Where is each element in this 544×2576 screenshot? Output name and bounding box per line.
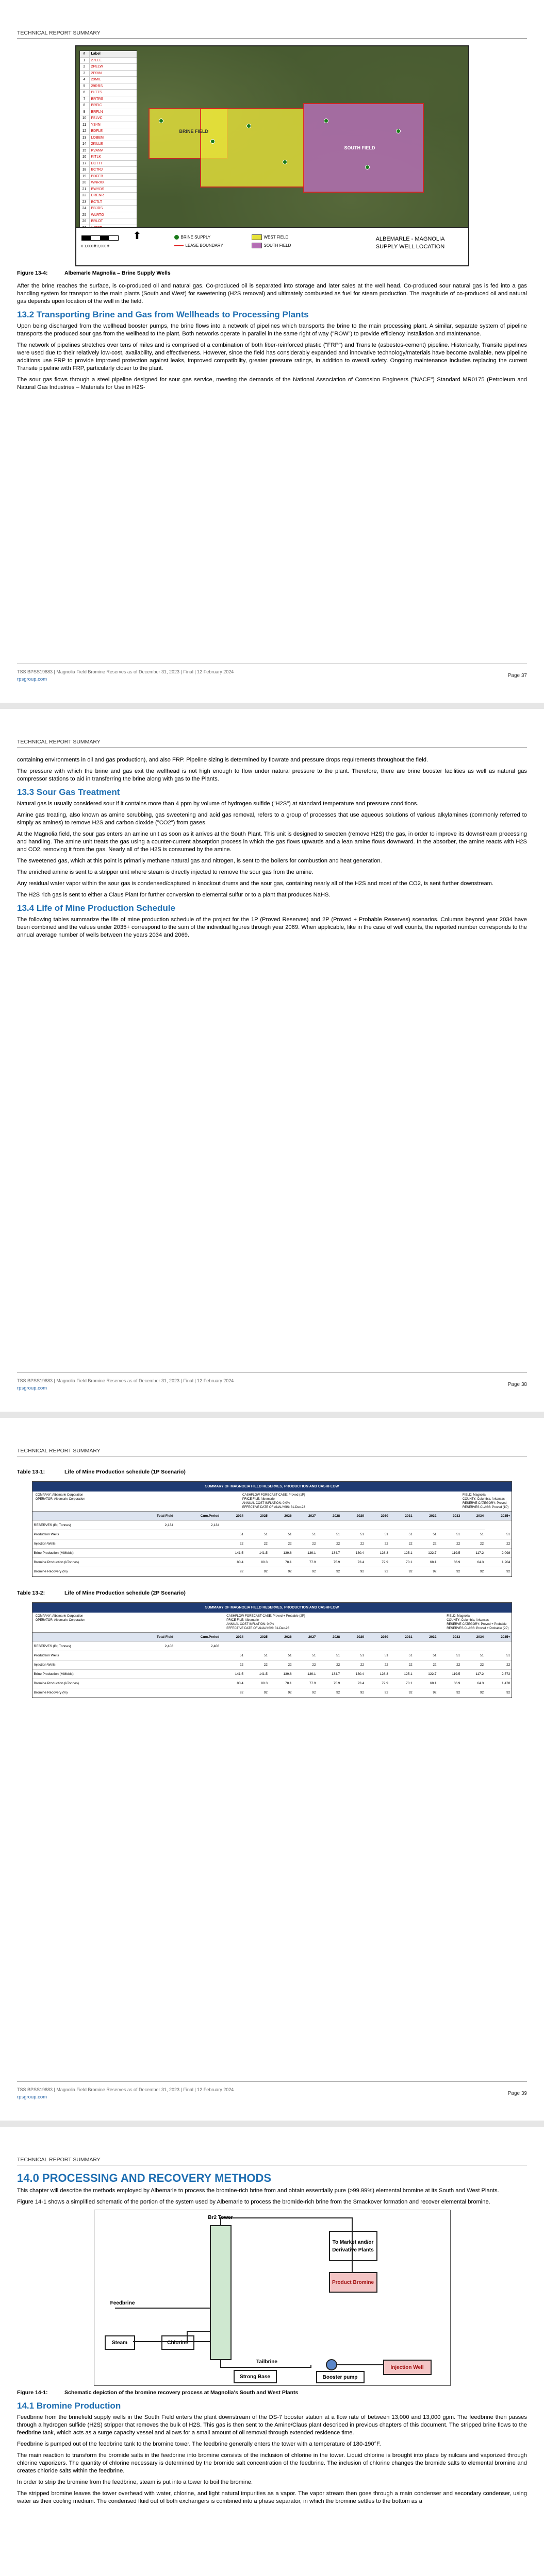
legend-west-field: WEST FIELD	[252, 233, 329, 242]
footer-report-line: TSS BPSS19883 | Magnolia Field Bromine Reserves as of December 31, 2023 | Final | 12 February 2024	[17, 1372, 527, 1383]
br2-tower-label: Br2 Tower	[208, 2214, 233, 2221]
legend-row-num: 19	[80, 174, 90, 180]
legend-row-num: 22	[80, 193, 90, 199]
legend-row-num: 23	[80, 199, 90, 206]
table-row: Brine Production (MMbbls) 141.5 141.5 139.6 136.1 134.7 130.4 128.3 125.1 122.7 119.5 117.2 2,572	[32, 1670, 512, 1679]
legend-row	[80, 206, 137, 212]
paragraph: The main reaction to transform the bromide salts in the feedbrine into bromine consists of the inclusion of chlorine in the tower. Liquid chlorine is brought into place by railcars and vaporized through chlorine vaporizers. The quantity of chlorine necessary is determined by the bromide salt concentration of the feedbrine. The inclusion of chlorine changes the bromide salts to elemental bromine and creates chloride salts within the feedbrine.	[17, 2452, 527, 2474]
paragraph: The stripped bromine leaves the tower overhead with water, chlorine, and light natural impurities as a vapor. The vapor stream then goes through a main condenser and secondary condenser, using water as their cooling medium. The condensed fluid out of both exchangers is combined into a phase separator, in which the bromine settles to the bottom as a	[17, 2490, 527, 2504]
legend-row-label: DRENR	[91, 194, 104, 197]
well-legend-table	[79, 50, 137, 239]
legend-row-label: KITLK	[91, 155, 101, 159]
table-caption: Table 13-1: Life of Mine Production schedule (1P Scenario)	[17, 1469, 186, 1475]
page-number: Page 38	[507, 1382, 527, 1387]
legend-row-num: 3	[80, 71, 90, 77]
injection-well-box: Injection Well	[383, 2360, 432, 2375]
legend-row-label: 2PRIN	[91, 71, 102, 75]
footer-link[interactable]: rpsgroup.com	[17, 1385, 47, 1391]
table-header-row: Total Field Cum.Period 2024 2025 2026 2027 2028 2029 2030 2031 2032 2033 2034 2035+	[32, 1633, 512, 1642]
legend-row-label: BRFIC	[91, 104, 102, 107]
boundary-line-icon	[174, 245, 184, 246]
legend-row-num: 13	[80, 135, 90, 141]
page-number: Page 37	[507, 673, 527, 679]
steam-box: Steam	[105, 2335, 135, 2350]
page-footer	[17, 2081, 527, 2100]
legend-row-num: 11	[80, 122, 90, 128]
legend-row-num: 2	[80, 64, 90, 70]
booster-pump-label: Booster pump	[316, 2371, 365, 2383]
legend-row	[80, 115, 137, 122]
page-40	[0, 2127, 544, 2576]
legend-head-num: #	[80, 51, 90, 57]
paragraph: containing environments in oil and gas production), and also FRP. Pipeline sizing is determined by flowrate and pressure drops requirements throughout the field.	[17, 757, 428, 763]
feedbrine-label: Feedbrine	[110, 2300, 135, 2306]
legend-row-label: BCTRJ	[91, 168, 103, 172]
legend-row	[80, 218, 137, 225]
legend-head-label: Label	[91, 52, 101, 56]
legend-row-label: BRTRS	[91, 97, 104, 101]
legend-row	[80, 212, 137, 219]
section-heading-13-4: 13.4 Life of Mine Production Schedule	[17, 903, 175, 913]
legend-row-num: 25	[80, 212, 90, 218]
legend-row-num: 7	[80, 96, 90, 103]
table-row: Bromine Production (kTonnes) 80.4 80.3 78.1 77.9 75.9 73.4 72.9 70.1 68.1 66.9 64.3 1,204	[32, 1558, 512, 1567]
production-table	[32, 1481, 513, 1577]
header-title: TECHNICAL REPORT SUMMARY	[17, 2157, 101, 2163]
footer-report-line: TSS BPSS19883 | Magnolia Field Bromine Reserves as of December 31, 2023 | Final | 12 February 2024	[17, 2081, 527, 2092]
legend-row-label: WNRXX	[91, 181, 105, 184]
legend-row	[80, 187, 137, 193]
scale-bar	[81, 235, 119, 241]
paragraph: Upon being discharged from the wellhead booster pumps, the brine flows into a network of pipelines which transports the brine to the main processing plant. A similar, separate system of pipeline transports the produced sour gas from the wellhead to the plant. Both networks operate in parallel in the same right of way ("ROW") to provide efficiency installation and maintenance.	[17, 323, 527, 337]
page-38	[0, 709, 544, 1412]
table-row: Injection Wells 22 22 22 22 22 22 22 22 22 22 22 22	[32, 1539, 512, 1549]
well-marker	[365, 165, 370, 170]
legend-row	[80, 90, 137, 96]
header-rule	[17, 38, 527, 39]
legend-row-label: ECTTT	[91, 161, 103, 165]
legend-header-row	[80, 51, 137, 58]
well-marker	[283, 160, 287, 164]
legend-row-label: 2KILLE	[91, 142, 103, 146]
legend-row-label: BCTLT	[91, 200, 103, 204]
map-title-block: ALBEMARLE - MAGNOLIA SUPPLY WELL LOCATION	[375, 236, 445, 250]
legend-row	[80, 83, 137, 90]
legend-row-label: 29RRS	[91, 84, 103, 88]
legend-row-label: KVANV	[91, 148, 103, 152]
legend-row-num: 1	[80, 58, 90, 64]
production-table	[32, 1602, 513, 1698]
legend-row-label: BDFEB	[91, 174, 103, 178]
header-title: TECHNICAL REPORT SUMMARY	[17, 739, 101, 745]
page-footer	[17, 1372, 527, 1391]
south-swatch-icon	[252, 243, 262, 248]
legend-row-num: 9	[80, 109, 90, 115]
section-heading-13-2: 13.2 Transporting Brine and Gas from Wellheads to Processing Plants	[17, 310, 309, 319]
legend-row-label: 27LEE	[91, 58, 102, 62]
legend-row-label: LOBEM	[91, 135, 104, 140]
legend-row-label: YS4N	[91, 123, 101, 127]
table-row: RESERVES (Br, Tonnes) 2,408 2,408	[32, 1642, 512, 1651]
table-row: Production Wells 51 51 51 51 51 51 51 51 51 51 51 51	[32, 1530, 512, 1539]
table-title: SUMMARY OF MAGNOLIA FIELD RESERVES, PRODUCTION AND CASHFLOW	[32, 1603, 512, 1613]
page-number: Page 39	[507, 2091, 527, 2096]
well-dot-icon	[174, 235, 179, 240]
section-heading-14-1: 14.1 Bromine Production	[17, 2401, 121, 2411]
legend-row-label: BRLOT	[91, 219, 103, 223]
legend-row	[80, 64, 137, 71]
table-header-row: Total Field Cum.Period 2024 2025 2026 2027 2028 2029 2030 2031 2032 2033 2034 2035+	[32, 1512, 512, 1521]
paragraph: Feedbrine is pumped out of the feedbrine tank to the bromine tower. The feedbrine generally enters the tower with a temperature of 180-190°F.	[17, 2441, 381, 2447]
legend-row-num: 16	[80, 154, 90, 160]
paragraph: This chapter will describe the methods employed by Albemarle to process the bromine-rich brine from and obtain essentially pure (>99.99%) elemental bromine at its South and West Plants.	[17, 2188, 499, 2194]
paragraph: Natural gas is usually considered sour if it contains more than 4 ppm by volume of hydrogen sulfide ("H2S") at standard temperature and pressure conditions.	[17, 801, 419, 807]
paragraph: The H2S rich gas is sent to either a Claus Plant for further conversion to elemental sulfur or to a plant that produces NaHS.	[17, 892, 331, 898]
legend-row-label: 29MIL	[91, 78, 101, 81]
market-box: To Market and/or Derivative Plants	[329, 2231, 377, 2261]
page-footer	[17, 664, 527, 682]
legend-row	[80, 141, 137, 148]
legend-row	[80, 167, 137, 174]
well-marker	[159, 118, 163, 123]
product-bromine-box: Product Bromine	[329, 2272, 377, 2293]
page-39	[0, 1418, 544, 2121]
table-row: RESERVES (Br, Tonnes) 2,134 2,134	[32, 1521, 512, 1530]
legend-row-num: 17	[80, 161, 90, 167]
brine-field-label: BRINE FIELD	[179, 129, 209, 134]
legend-brine-supply: BRINE SUPPLY	[174, 233, 252, 242]
west-swatch-icon	[252, 234, 262, 240]
legend-lease-boundary: LEASE BOUNDARY	[174, 242, 252, 250]
header-rule	[17, 747, 527, 748]
legend-row	[80, 199, 137, 206]
table-meta: COMPANY: Albemarle Corporation OPERATOR: Albemarle Corporation CASHFLOW FORECAST CASE: Proved (1P) PRICE FILE: Albemarle ANNUAL COST INFLATION: 0.0% EFFECTIVE DATE OF ANALYSIS: 31-Dec-23 FIELD: Magnolia COUNTY: Columbia, Arkansas RESERVE CATEGORY: Proved RESERVES CLASS: Proved (1P)	[32, 1492, 512, 1512]
legend-row	[80, 180, 137, 187]
paragraph: Any residual water vapor within the sour gas is condensed/captured in knockout drums and the sour gas, containing nearly all of the H2S and most of the CO2, is sent further downstream.	[17, 880, 494, 887]
footer-report-line: TSS BPSS19883 | Magnolia Field Bromine Reserves as of December 31, 2023 | Final | 12 February 2024	[17, 664, 527, 674]
legend-row-label: FSLVC	[91, 116, 103, 120]
table-row: Injection Wells 22 22 22 22 22 22 22 22 22 22 22 22	[32, 1660, 512, 1670]
tower-vessel	[210, 2226, 231, 2360]
legend-row-label: BRFLN	[91, 110, 103, 114]
legend-row-num: 24	[80, 206, 90, 212]
legend-row-num: 21	[80, 187, 90, 193]
paragraph: After the brine reaches the surface, is co-produced oil and natural gas. Co-produced oil is separated into storage and later sales at the well head. Co-produced sour natural gas is fed into a gas handling system for transport to the main plants (South and West) for sweetening (H2S removal) and ultimately combusted as fuel for steam production. The magnitude of co-produced oil and natural gas depends upon location of the well in the field.	[17, 283, 527, 304]
paragraph: The sweetened gas, which at this point is primarily methane natural gas and nitrogen, is sent to the boilers for combustion and heat generation.	[17, 858, 382, 864]
table-meta: COMPANY: Albemarle Corporation OPERATOR: Albemarle Corporation CASHFLOW FORECAST CASE: Proved + Probable (2P) PRICE FILE: Albemarle ANNUAL COST INFLATION: 0.0% EFFECTIVE DATE OF ANALYSIS: 31-Dec-23 FIELD: Magnolia COUNTY: Columbia, Arkansas RESERVE CATEGORY: Proved + Probable RESERVES CLASS: Proved + Probable (2P)	[32, 1613, 512, 1633]
paragraph: Feedbrine from the brinefield supply wells in the South Field enters the plant downstream of the DS-7 booster station at a flow rate of between 13,000 and 13,000 gpm. The feedbrine then passes through a hydrogen sulfide (H2S) stripper that removes the bulk of H2S. This gas is then sent to the Amine/Claus plant described in previous chapters of this document. The stripped brine flows to the feedbrine tank, which acts as a surge capacity vessel and allows for a small amount of oil removal through extended residence time.	[17, 2414, 527, 2436]
table-row: Brine Production (MMbbls) 141.5 141.5 139.6 136.1 134.7 130.4 128.3 125.1 122.7 119.5 117.2 2,098	[32, 1549, 512, 1558]
table-row: Bromine Recovery (%) 92 92 92 92 92 92 92 92 92 92 92 92	[32, 1688, 512, 1698]
tables-container	[17, 1465, 527, 1710]
scale-label: 0 1,000 ft 2,000 ft	[81, 245, 109, 248]
paragraph: In order to strip the bromine from the feedbrine, steam is put into a tower to boil the bromine.	[17, 2479, 253, 2485]
legend-row-num: 15	[80, 148, 90, 154]
legend-row-num: 18	[80, 167, 90, 173]
paragraph: The enriched amine is sent to a stripper unit where steam is directly injected to remove the sour gas from the amine.	[17, 869, 314, 875]
well-marker	[210, 139, 215, 144]
booster-pump-icon	[326, 2360, 337, 2370]
legend-row-label: 2PELW	[91, 65, 103, 69]
header-title: TECHNICAL REPORT SUMMARY	[17, 1448, 101, 1454]
figure-caption: Figure 13-4: Albemarle Magnolia – Brine Supply Wells	[17, 270, 171, 276]
table-title: SUMMARY OF MAGNOLIA FIELD RESERVES, PRODUCTION AND CASHFLOW	[32, 1482, 512, 1492]
brine-field-area-ext	[200, 108, 305, 188]
north-arrow-icon: ⬆	[133, 230, 142, 242]
legend-row-num: 10	[80, 115, 90, 122]
figure-caption: Figure 14-1: Schematic depiction of the bromine recovery process at Magnolia's South and West Plants	[17, 2389, 299, 2396]
legend-row	[80, 148, 137, 155]
paragraph: The following tables summarize the life of mine production schedule of the project for the 1P (Proved Reserves) and 2P (Proved + Probable Reserves) scenarios. Columns beyond year 2034 have been combined and the values under 2035+ correspond to the sum of the individual figures through year 2069. When applicable, like in the case of well counts, the reported number corresponds to the annual average number of wells between the years 2034 and 2069.	[17, 917, 527, 938]
legend-row	[80, 103, 137, 109]
legend-row-label: BWYDS	[91, 187, 105, 191]
map-legend-bar	[76, 227, 468, 265]
process-schematic	[94, 2210, 451, 2386]
legend-south-field: SOUTH FIELD	[252, 242, 329, 250]
footer-link[interactable]: rpsgroup.com	[17, 676, 47, 682]
legend-row	[80, 193, 137, 199]
footer-link[interactable]: rpsgroup.com	[17, 2094, 47, 2100]
paragraph: The pressure with which the brine and gas exit the wellhead is not high enough to flow under natural pressure to the plant. Therefore, there are brine booster facilities as well as natural gas compressor stations to aid in transferring the brine along with gas to the Plants.	[17, 768, 527, 782]
legend-row	[80, 128, 137, 135]
paragraph: The sour gas flows through a steel pipeline designed for sour gas service, meeting the demands of the National Association of Corrosion Engineers ("NACE") Standard MR0175 (Petroleum and Natural Gas Industries – Materials for Use in H2S-	[17, 377, 527, 391]
legend-items	[174, 233, 334, 250]
paragraph: Figure 14-1 shows a simplified schematic of the portion of the system used by Albemarle to process the bromide-rich brine from the Smackover formation and recover elemental bromine.	[17, 2199, 490, 2205]
legend-row	[80, 96, 137, 103]
legend-row-num: 8	[80, 103, 90, 109]
legend-row-num: 6	[80, 90, 90, 96]
legend-row-num: 14	[80, 141, 90, 147]
supply-well-map	[75, 45, 469, 266]
strong-base-box: Strong Base	[234, 2370, 277, 2383]
legend-row	[80, 122, 137, 129]
legend-row	[80, 58, 137, 64]
well-marker	[246, 124, 251, 128]
table-row: Production Wells 51 51 51 51 51 51 51 51 51 51 51 51	[32, 1651, 512, 1660]
paragraph: Amine gas treating, also known as amine scrubbing, gas sweetening and acid gas removal, refers to a group of processes that use aqueous solutions of various alkylamines (commonly referred to simply as amines) to remove H2S and carbon dioxide ("CO2") from gases.	[17, 812, 527, 826]
legend-row	[80, 174, 137, 180]
legend-row-label: WLRTO	[91, 213, 104, 217]
legend-row-num: 4	[80, 77, 90, 83]
well-marker	[396, 129, 401, 133]
legend-row	[80, 154, 137, 161]
legend-row	[80, 77, 137, 83]
legend-row-num: 26	[80, 218, 90, 225]
legend-row-label: BDFLE	[91, 129, 103, 133]
paragraph: At the Magnolia field, the sour gas enters an amine unit as soon as it arrives at the South Plant. This unit is designed to sweeten (remove H2S) the gas, in order to improve its downstream processing and handling. The amine unit treats the gas using a counter-current absorption process in which the gas flows upwards and a lean amine flows downward. In the absorber, the amine reacts with H2S and CO2, removing it from the gas. Nearly all of the H2S is consumed by the amine.	[17, 831, 527, 853]
legend-row	[80, 135, 137, 142]
chlorine-box: Chlorine	[161, 2335, 194, 2350]
legend-row	[80, 109, 137, 116]
page-37	[0, 0, 544, 703]
paragraph: The network of pipelines stretches over tens of miles and is comprised of a combination of both fiber-reinforced plastic ("FRP") and Transite (asbestos-cement) pipeline. Historically, Transite pipelines were used due to their relatively low-cost, availability, and effectiveness. However, since the field has considerably expanded and innovative technology/materials have become available, new pipeline additions use FRP to provide improved protection against leaks, improved compatibility, greater pressure ratings, in addition to overall safety. Ongoing maintenance includes replacing the current Transite pipeline with FRP, particularly closer to the plant.	[17, 342, 527, 371]
tailbrine-label: Tailbrine	[256, 2359, 277, 2365]
table-row: Bromine Production (kTonnes) 80.4 80.3 78.1 77.9 75.9 73.4 72.9 70.1 68.1 66.9 64.3 1,478	[32, 1679, 512, 1688]
table-caption: Table 13-2: Life of Mine Production schedule (2P Scenario)	[17, 1590, 186, 1596]
well-marker	[324, 118, 328, 123]
legend-row	[80, 71, 137, 77]
chapter-heading-14: 14.0 PROCESSING AND RECOVERY METHODS	[17, 2172, 272, 2184]
legend-row-num: 5	[80, 83, 90, 90]
legend-row-num: 20	[80, 180, 90, 186]
legend-row	[80, 161, 137, 167]
legend-row-num: 12	[80, 128, 90, 134]
south-field-label: SOUTH FIELD	[344, 145, 375, 150]
header-title: TECHNICAL REPORT SUMMARY	[17, 30, 101, 36]
legend-row-label: BLTTS	[91, 91, 102, 94]
legend-row-label: BBJDS	[91, 207, 103, 210]
section-heading-13-3: 13.3 Sour Gas Treatment	[17, 787, 120, 797]
table-row: Bromine Recovery (%) 92 92 92 92 92 92 92 92 92 92 92 92	[32, 1567, 512, 1577]
